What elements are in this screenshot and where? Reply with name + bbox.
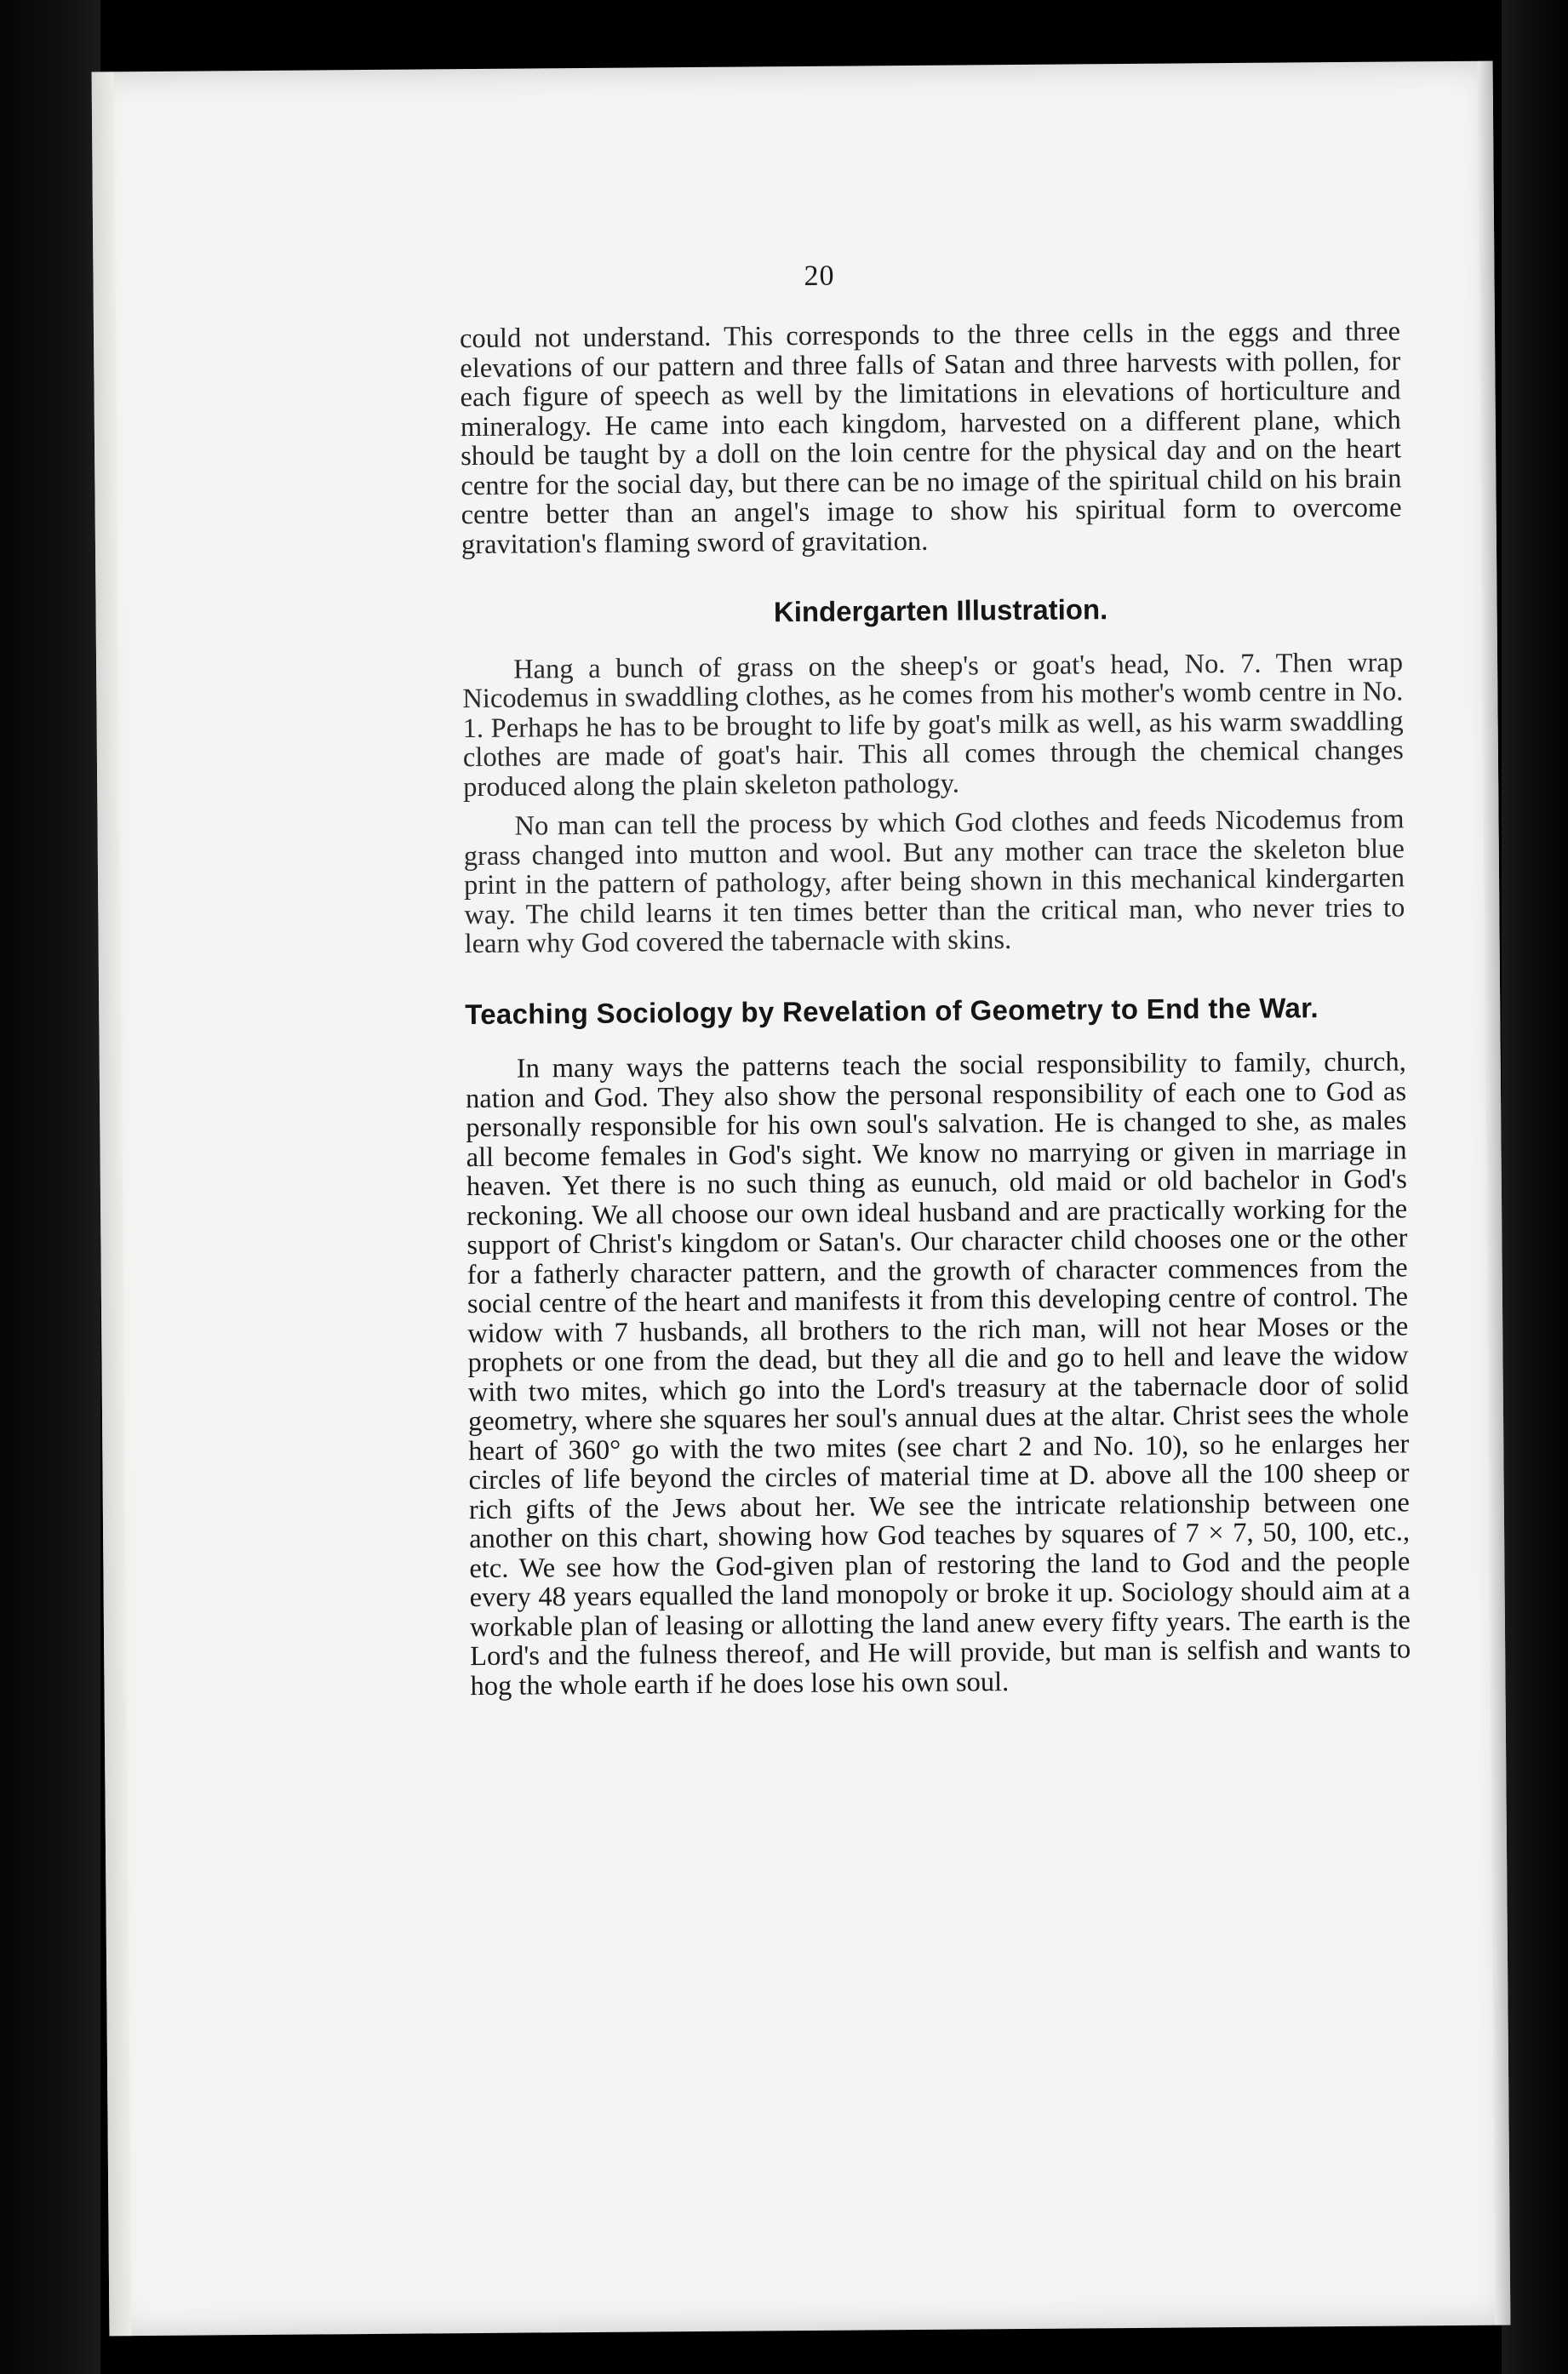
intro-paragraph: could not understand. This corresponds to the three cells in the eggs and three elevations of our pattern and three falls of Satan and three harvests with pollen, for each figure of speech as well by the limitations in elevations of horticulture and mineralogy. He came into each kingdom, harvested on a different plane, which should be taught by a doll on the loin centre for the physical day and on the heart centre for the social day, but there can be no image of the spiritual child on his brain centre better than an angel's image to show his spiritual form to overcome gravitation's flaming sword of gravitation. <box>459 316 1402 560</box>
page-body <box>460 317 1411 1701</box>
film-edge-right <box>1502 0 1568 2374</box>
section-heading-sociology: Teaching Sociology by Revelation of Geometry to End the War. <box>465 991 1319 1030</box>
page-number: 20 <box>804 260 835 292</box>
kindergarten-paragraph-2: No man can tell the process by which God clothes and feeds Nicodemus from grass changed into mutton and wool. But any mother can trace the skeleton blue print in the pattern of pathology, after being shown in this mechanical kindergarten way. The child learns it ten times better than the critical man, who never tries to learn why God covered the tabernacle with skins. <box>463 804 1405 960</box>
sociology-paragraph-1: In many ways the patterns teach the social responsibility to family, church, nation and God. They also show the personal responsibility of each one to God as personally responsible for his own soul's salvation. He is changed to she, as males all become females in God's sight. We know no marrying or given in marriage in heaven. Yet there is no such thing as eunuch, old maid or old bachelor in God's reckoning. We all choose our own ideal husband and are practically working for the support of Christ's kingdom or Satan's. Our character child chooses one or the other for a fatherly character pattern, and the growth of character commences from the social centre of the heart and manifests it from this developing centre of control. The widow with 7 husbands, all brothers to the rich man, will not hear Moses or the prophets or one from the dead, but they all die and go to hell and leave the widow with two mites, which go into the Lord's treasury at the tabernacle door of solid geometry, where she squares her soul's annual dues at the altar. Christ sees the whole heart of 360° go with the two mites (see chart 2 and No. 10), so he enlarges her circles of life beyond the circles of material time at D. above all the 100 sheep or rich gifts of the Jews about her. We see the intricate relationship between one another on this chart, showing how God teaches by squares of 7 × 7, 50, 100, etc., etc. We see how the God-given plan of restoring the land to God and the people every 48 years equalled the land monopoly or broke it up. Sociology should aim at a workable plan of leasing or allotting the land anew every fifty years. The earth is the Lord's and the fulness thereof, and He will provide, but man is selfish and wants to hog the whole earth if he does lose his own soul. <box>465 1046 1411 1702</box>
section-heading-kindergarten: Kindergarten Illustration. <box>773 593 1108 628</box>
film-edge-left <box>0 0 100 2374</box>
document-page <box>92 61 1511 2337</box>
kindergarten-paragraph-1: Hang a bunch of grass on the sheep's or goat's head, No. 7. Then wrap Nicodemus in swaddling clothes, as he comes from his mother's womb centre in No. 1. Perhaps he has to be brought to life by goat's milk as well, as his warm swaddling clothes are made of goat's hair. This all comes through the chemical changes produced along the plain skeleton pathology. <box>462 646 1405 803</box>
